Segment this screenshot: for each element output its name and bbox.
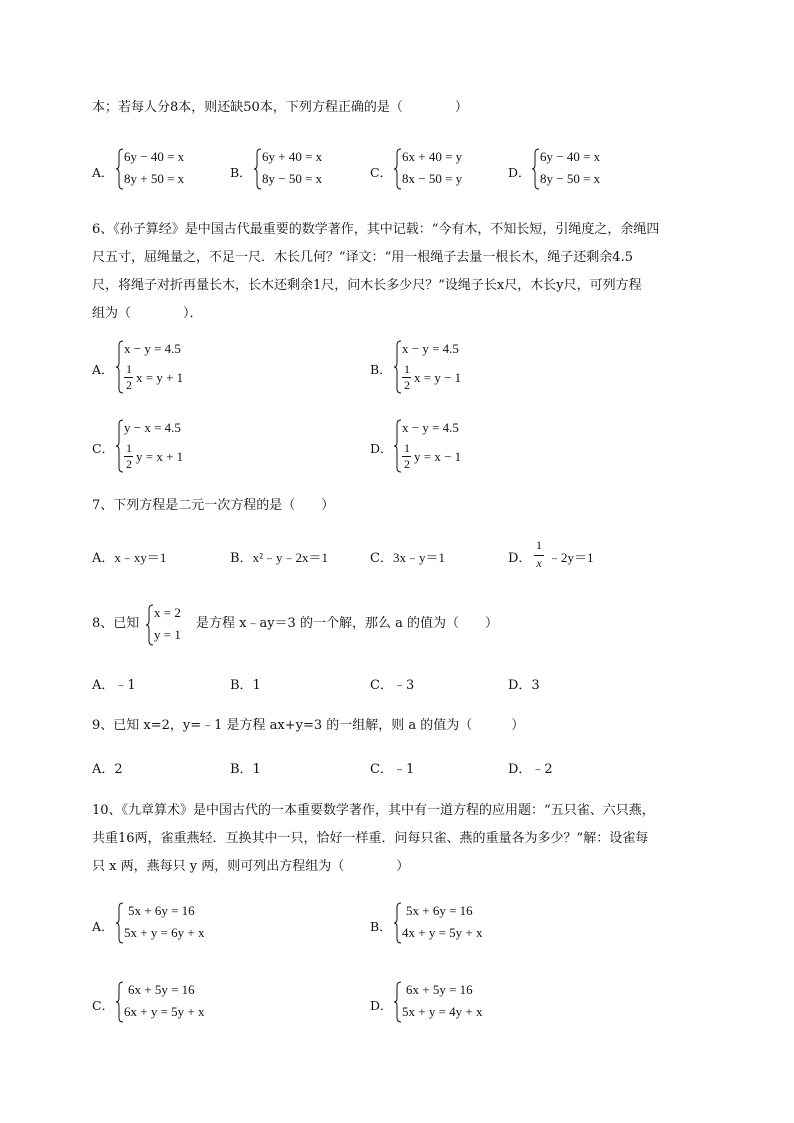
brace-icon xyxy=(146,604,154,646)
q8-option-d[interactable]: D．3 xyxy=(508,678,540,693)
brace-icon xyxy=(116,148,124,190)
brace-icon xyxy=(394,981,402,1023)
brace-icon xyxy=(394,902,402,944)
q7-option-d[interactable]: D． 1 x ﹣2y＝1 xyxy=(508,538,594,570)
q9-option-d[interactable]: D．﹣2 xyxy=(508,762,553,777)
q8-stem: 8、已知 x = 2 y = 1 是方程 x﹣ay＝3 的一个解，那么 a 的值为（ ） xyxy=(92,604,692,646)
brace-icon xyxy=(116,902,124,944)
brace-icon xyxy=(532,148,540,190)
q10-stem: 10、《九章算术》是中国古代的一本重要数学著作，其中有一道方程的应用题：“五只雀、六只燕， 共重16两，雀重燕轻．互换其中一只，恰好一样重．问每只雀、燕的重量各为多少？”解：设雀每 只 x 两，燕每只 y 两，则可列出方程组为（ ） xyxy=(92,803,655,874)
q8-option-c[interactable]: C．﹣3 xyxy=(370,678,415,693)
brace-icon xyxy=(254,148,262,190)
brace-icon xyxy=(394,340,402,394)
brace-icon xyxy=(116,981,124,1023)
q7-option-c[interactable]: C．3x﹣y＝1 xyxy=(370,550,445,566)
q8-option-b[interactable]: B．1 xyxy=(230,678,261,693)
brace-icon xyxy=(116,340,124,394)
q7-option-a[interactable]: A．x﹣xy＝1 xyxy=(92,550,167,566)
q5-stem: 本；若每人分8本，则还缺50本，下列方程正确的是（ ） xyxy=(92,100,468,115)
q8-option-a[interactable]: A．﹣1 xyxy=(92,678,136,693)
q6-stem: 6、《孙子算经》是中国古代最重要的数学著作，其中记载：“今有木，不知长短，引绳度之，余绳四 尺五寸，屈绳量之，不足一尺．木长几何？”译文：“用一根绳子去量一根长木，绳子还剩余4.5 尺，将绳子对折再量长木，长木还剩余1尺，问木长多少尺？”设绳子长x尺，木长y尺，可列方程 组为（ ）． xyxy=(92,222,660,321)
q7-stem: 7、下列方程是二元一次方程的是（ ） xyxy=(92,498,335,513)
q7-option-b[interactable]: B．x²﹣y﹣2x＝1 xyxy=(230,550,328,566)
brace-icon xyxy=(394,148,402,190)
brace-icon xyxy=(394,419,402,473)
q9-stem: 9、已知 x=2，y=﹣1 是方程 ax+y=3 的一组解，则 a 的值为（ ） xyxy=(92,718,525,733)
brace-icon xyxy=(116,419,124,473)
q9-option-b[interactable]: B．1 xyxy=(230,762,261,777)
q9-option-a[interactable]: A．2 xyxy=(92,762,123,777)
q9-option-c[interactable]: C．﹣1 xyxy=(370,762,415,777)
